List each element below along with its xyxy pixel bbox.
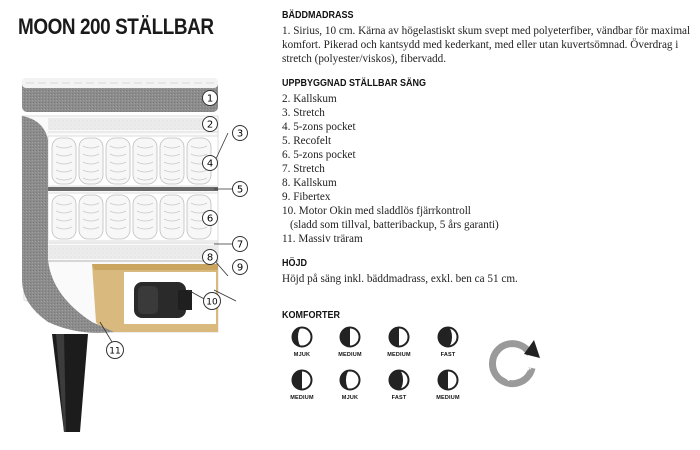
firmness-soft-icon <box>339 369 361 391</box>
firmness-medium-icon <box>291 369 313 391</box>
callout-7 <box>233 237 248 252</box>
spec-text-column <box>282 10 694 286</box>
callout-5 <box>233 182 248 197</box>
callout-3 <box>233 126 248 141</box>
firmness-medium-icon <box>339 326 361 348</box>
svg-text:3: 3 <box>236 128 244 140</box>
list-item: 2. Kallskum <box>282 93 337 105</box>
svg-text:11: 11 <box>109 346 121 357</box>
bed-base <box>22 116 218 333</box>
firmness-medium-icon <box>388 326 410 348</box>
bed-cross-section-diagram <box>18 60 268 440</box>
callout-4 <box>203 156 218 171</box>
callout-6 <box>203 211 218 226</box>
svg-text:9: 9 <box>236 262 244 274</box>
list-item: 6. 5-zons pocket <box>282 149 356 161</box>
comfort-level: MJUK <box>330 369 370 401</box>
mattress-heading: BÄDDMADRASS <box>282 10 354 21</box>
height-heading: HÖJD <box>282 258 308 269</box>
firmness-firm-icon <box>437 326 459 348</box>
svg-text:5: 5 <box>236 184 244 196</box>
svg-text:6: 6 <box>206 213 214 225</box>
firmness-medium-icon <box>437 369 459 391</box>
callout-9 <box>233 260 248 275</box>
mattress-description: 1. Sirius, 10 cm. Kärna av högelastiskt skum svept med polyeterfiber, vändbar för maximal komfort. Pikerad och kantsydd med kederkant, med eller utan kuvertsömnad. Överdrag i stretch (polyester/viskos), fibervadd. <box>282 25 691 65</box>
svg-text:10: 10 <box>206 297 218 308</box>
top-mattress <box>22 78 218 112</box>
comfort-level: FAST <box>428 326 468 358</box>
list-item: 7. Stretch <box>282 163 325 175</box>
comfort-level: MJUK <box>282 326 322 358</box>
list-item: 3. Stretch <box>282 107 325 119</box>
list-item: (sladd som tillval, batteribackup, 5 års garanti) <box>290 219 499 231</box>
svg-text:7: 7 <box>236 239 244 251</box>
callout-2 <box>203 117 218 132</box>
list-item: 9. Fibertex <box>282 191 331 203</box>
list-item: 10. Motor Okin med sladdlös fjärrkontroll <box>282 205 471 217</box>
svg-text:1: 1 <box>206 93 214 105</box>
product-title: MOON 200 STÄLLBAR <box>18 14 214 39</box>
construction-heading: UPPBYGGNAD STÄLLBAR SÄNG <box>282 78 427 89</box>
list-item: 5. Recofelt <box>282 135 332 147</box>
comfort-level: MEDIUM <box>428 369 468 401</box>
comfort-level: MEDIUM <box>379 326 419 358</box>
comfort-heading: KOMFORTER <box>282 310 341 321</box>
turnable-icon <box>486 336 544 390</box>
height-description: Höjd på säng inkl. bäddmadrass, exkl. ben ca 51 cm. <box>282 273 518 285</box>
svg-text:8: 8 <box>206 252 214 264</box>
comfort-level: FAST <box>379 369 419 401</box>
list-item: 8. Kallskum <box>282 177 337 189</box>
callout-8 <box>203 250 218 265</box>
list-item: 11. Massiv träram <box>282 233 363 245</box>
comfort-level: MEDIUM <box>282 369 322 401</box>
construction-list <box>282 92 694 246</box>
list-item: 4. 5-zons pocket <box>282 121 356 133</box>
pocket-springs-lower <box>48 193 218 241</box>
callout-10 <box>204 293 221 310</box>
svg-text:VÄNDBAR: VÄNDBAR <box>505 365 533 384</box>
svg-text:4: 4 <box>206 158 214 170</box>
comfort-level: MEDIUM <box>330 326 370 358</box>
firmness-firm-icon <box>388 369 410 391</box>
firmness-soft-icon <box>291 326 313 348</box>
callout-11 <box>107 342 124 359</box>
callout-1 <box>203 91 218 106</box>
svg-text:2: 2 <box>206 119 214 131</box>
pocket-springs-upper <box>48 136 218 186</box>
